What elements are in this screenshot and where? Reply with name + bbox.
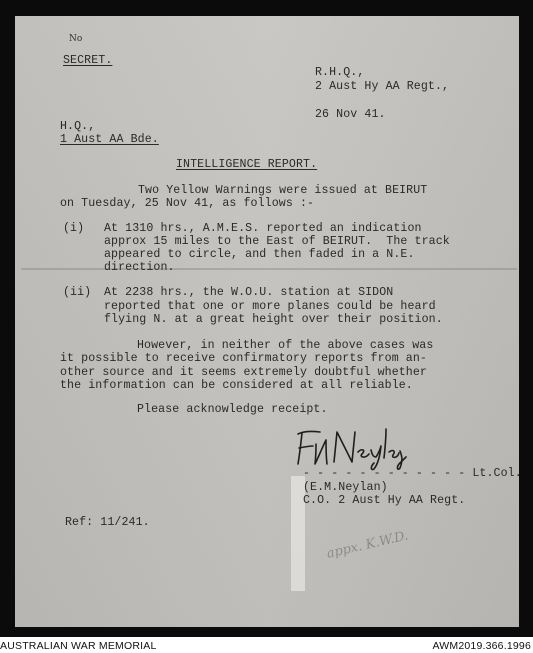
item-line: flying N. at a great height over their position. — [104, 313, 443, 326]
signatory-role: C.O. 2 Aust Hy AA Regt. — [303, 494, 466, 507]
item-line: approx 15 miles to the East of BEIRUT. The track — [104, 235, 450, 248]
closing-line: other source and it seems extremely doubtful whether — [60, 366, 427, 379]
paper-fold — [21, 268, 517, 270]
reference-number: Ref: 11/241. — [65, 516, 150, 529]
item-line: reported that one or more planes could be heard — [104, 300, 436, 313]
item-line: direction. — [104, 261, 175, 274]
recipient-line-2: 1 Aust AA Bde. — [60, 133, 159, 146]
signature-line: - - - - - - - - - - - - Lt.Col. — [303, 467, 522, 480]
item-line: At 2238 hrs., the W.O.U. station at SIDON — [104, 286, 394, 299]
closing-line: it possible to receive confirmatory reports from an- — [60, 352, 427, 365]
item-marker: (ii) — [63, 286, 92, 299]
pencil-annotation: appx. K.W.D. — [325, 528, 410, 562]
sender-line-1: R.H.Q., — [315, 66, 365, 79]
recipient-line-1: H.Q., — [60, 120, 96, 133]
report-title: INTELLIGENCE REPORT. — [176, 158, 318, 171]
item-line: At 1310 hrs., A.M.E.S. reported an indication — [104, 222, 422, 235]
closing-line: However, in neither of the above cases was — [137, 339, 434, 352]
document-date: 26 Nov 41. — [315, 108, 386, 121]
intro-line-1: Two Yellow Warnings were issued at BEIRUT — [138, 184, 428, 197]
footer-accession-number: AWM2019.366.1996 — [432, 640, 531, 652]
item-marker: (i) — [63, 222, 85, 235]
item-line: appeared to circle, and then faded in a N.E. — [104, 248, 415, 261]
closing-line: the information can be considered at all reliable. — [60, 379, 413, 392]
intro-line-2: on Tuesday, 25 Nov 41, as follows :- — [60, 197, 315, 210]
sender-line-2: 2 Aust Hy AA Regt., — [315, 80, 450, 93]
signatory-name: (E.M.Neylan) — [303, 481, 388, 494]
document-page — [15, 16, 522, 627]
classification-label: SECRET. — [63, 54, 113, 67]
acknowledge-line: Please acknowledge receipt. — [137, 403, 328, 416]
footer-institution: AUSTRALIAN WAR MEMORIAL — [0, 640, 157, 652]
corner-mark: No — [69, 34, 83, 44]
handwritten-signature — [292, 424, 407, 472]
